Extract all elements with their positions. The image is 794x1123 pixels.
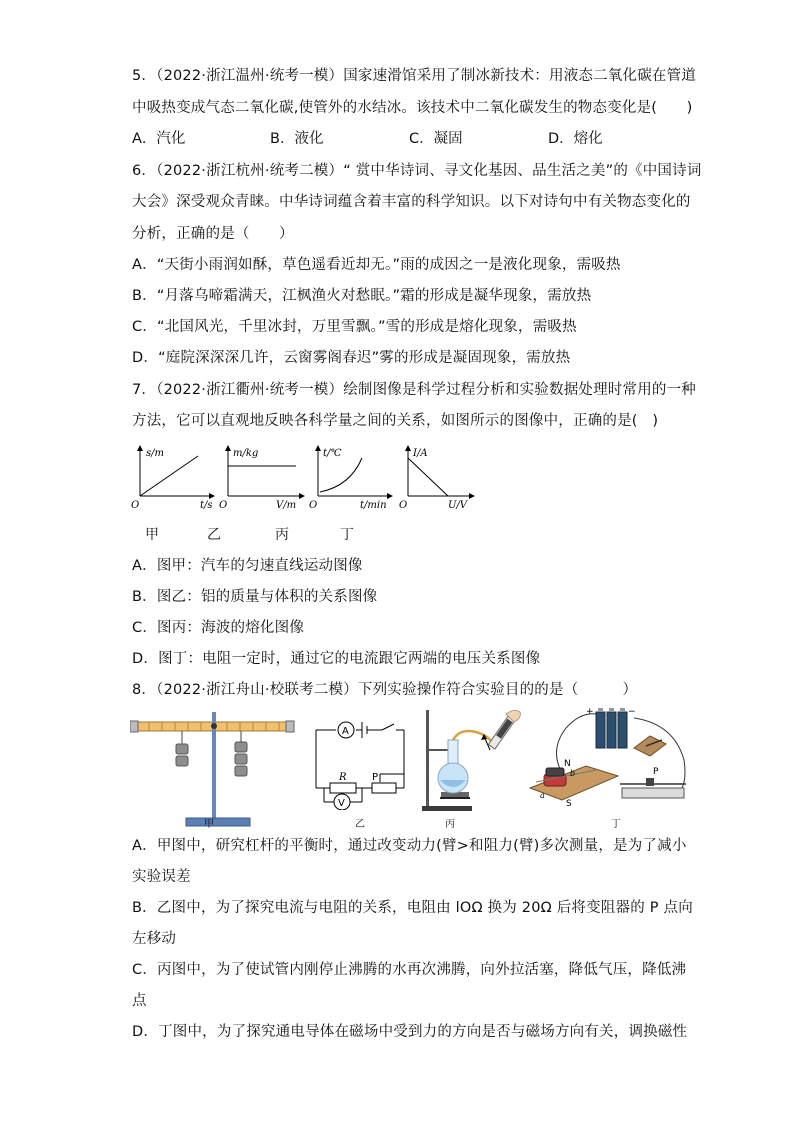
voltmeter-label: V <box>338 798 345 809</box>
q7-option-d[interactable]: D．图丁：电阻一定时，通过它的电流跟它两端的电压关系图像 <box>132 651 541 667</box>
graph-ding-ylabel: I/A <box>413 448 428 459</box>
q7-caption-jia: 甲 <box>145 527 159 543</box>
q5-stem-line-1: 5．（2022·浙江温州·统考一模）国家速滑馆采用了制冰新技术：用液态二氧化碳在管道 <box>132 68 696 84</box>
q6-stem-line-1: 6．（2022·浙江杭州·统考二模）“ 赏中华诗词、寻文化基因、品生活之美”的《中国诗词 <box>132 163 702 179</box>
q8-fig-circuit <box>306 714 412 810</box>
q7-stem-line-1: 7．（2022·浙江衢州·统考一模）绘制图像是科学过程分析和实验数据处理时常用的一种 <box>132 382 696 398</box>
q8-fig-caption-yi: 乙 <box>355 819 365 830</box>
q8-fig-magnet <box>526 704 696 812</box>
slider-label: P <box>372 772 379 783</box>
magnet-label-n: N <box>564 759 571 769</box>
q8-option-a-line-2[interactable]: 实验误差 <box>132 869 191 885</box>
q7-option-c[interactable]: C．图丙：海波的熔化图像 <box>132 620 305 636</box>
q5-option-a[interactable]: A．汽化 <box>132 131 186 147</box>
q8-option-c-line-2[interactable]: 点 <box>132 993 147 1009</box>
q7-graph-bing <box>306 442 398 514</box>
q7-option-b[interactable]: B．图乙：铝的质量与体积的关系图像 <box>132 589 378 605</box>
graph-yi-xlabel: V/m <box>276 500 297 511</box>
q5-stem-line-2: 中吸热变成气态二氧化碳,使管外的水结冰。该技术中二氧化碳发生的物态变化是( ) <box>132 100 693 116</box>
magnet-label-b: b <box>570 769 576 778</box>
q8-fig-caption-ding: 丁 <box>611 819 621 830</box>
resistor-label: R <box>339 772 347 783</box>
magnet-label-a: a <box>540 791 545 800</box>
graph-bing-origin: O <box>309 500 318 511</box>
magnet-label-p: P <box>653 767 659 777</box>
graph-ding-xlabel: U/V <box>448 500 468 511</box>
q6-option-a[interactable]: A．“天街小雨润如酥，草色遥看近却无。”雨的成因之一是液化现象，需吸热 <box>132 257 621 273</box>
q6-option-c[interactable]: C．“北国风光，千里冰封，万里雪飘。”雪的形成是熔化现象，需吸热 <box>132 319 577 335</box>
graph-jia-xlabel: t/s <box>200 500 213 511</box>
q5-option-c[interactable]: C．凝固 <box>409 131 463 147</box>
q8-fig-caption-bing: 丙 <box>445 819 455 830</box>
graph-bing-ylabel: t/℃ <box>323 448 342 459</box>
q6-stem-line-3: 分析，正确的是（ ） <box>132 226 294 242</box>
graph-yi-origin: O <box>219 500 228 511</box>
graph-jia-origin: O <box>131 500 140 511</box>
q8-fig-flask <box>414 706 524 818</box>
q8-stem-line-1: 8．（2022·浙江舟山·校联考二模）下列实验操作符合实验目的的是（ ） <box>132 682 638 698</box>
q8-option-d-line-1[interactable]: D．丁图中，为了探究通电导体在磁场中受到力的方向是否与磁场方向有关，调换磁性 <box>132 1024 688 1040</box>
q7-graph-yi <box>216 442 308 514</box>
graph-yi-ylabel: m/kg <box>233 448 259 459</box>
ammeter-label: A <box>342 726 349 737</box>
q8-option-b-line-2[interactable]: 左移动 <box>132 931 177 947</box>
q5-option-b[interactable]: B．液化 <box>270 131 324 147</box>
q8-fig-caption-jia: 甲 <box>204 819 214 830</box>
magnet-label-s: S <box>566 799 572 809</box>
q7-caption-yi: 乙 <box>207 527 221 543</box>
q6-option-d[interactable]: D．“庭院深深深几许，云窗雾阁春迟”雾的形成是凝固现象，需放热 <box>132 350 571 366</box>
graph-ding-origin: O <box>399 500 408 511</box>
svg-text:+: + <box>586 707 594 717</box>
q5-options <box>132 129 672 149</box>
q6-stem-line-2: 大会》深受观众青睐。中华诗词蕴含着丰富的科学知识。以下对诗句中有关物态变化的 <box>132 194 691 210</box>
q8-option-c-line-1[interactable]: C．丙图中，为了使试管内刚停止沸腾的水再次沸腾，向外拉活塞，降低气压，降低沸 <box>132 962 687 978</box>
q8-fig-lever <box>130 708 300 832</box>
graph-bing-xlabel: t/min <box>360 500 387 511</box>
q7-caption-ding: 丁 <box>340 527 354 543</box>
q8-option-b-line-1[interactable]: B．乙图中，为了探究电流与电阻的关系，电阻由 lOΩ 换为 20Ω 后将变阻器的 P 点向 <box>132 900 693 916</box>
svg-text:−: − <box>628 707 636 717</box>
q7-graph-jia <box>128 442 218 514</box>
q7-stem-line-2: 方法，它可以直观地反映各科学量之间的关系，如图所示的图像中，正确的是( ) <box>132 413 659 429</box>
q7-graph-ding <box>396 442 478 514</box>
graph-jia-ylabel: s/m <box>146 448 164 459</box>
q6-option-b[interactable]: B．“月落乌啼霜满天，江枫渔火对愁眠。”霜的形成是凝华现象，需放热 <box>132 288 592 304</box>
q5-option-d[interactable]: D．熔化 <box>548 131 603 147</box>
q8-option-a-line-1[interactable]: A．甲图中，研究杠杆的平衡时，通过改变动力(臂>和阻力(臂)多次测量，是为了减小 <box>132 838 687 854</box>
q7-caption-bing: 丙 <box>275 527 289 543</box>
q7-option-a[interactable]: A．图甲：汽车的匀速直线运动图像 <box>132 558 363 574</box>
